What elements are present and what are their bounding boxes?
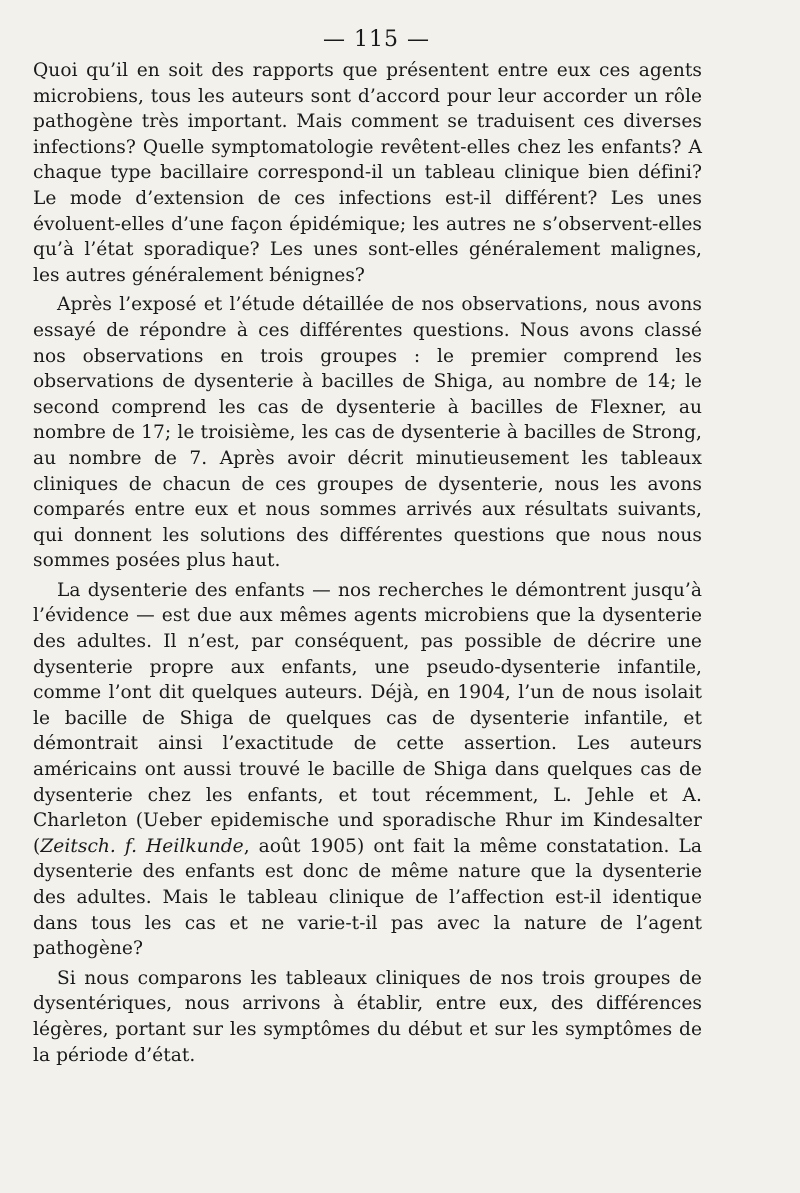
paragraph-text-part: , août 1905) ont fait la même constatation. La dysenterie des enfants est donc de même nature que la dysenterie des adultes. Mais le tableau clinique de l’affection est-il identique dans tous les cas et ne varie-t-il pas avec la nature de l’agent pathogène? (33, 835, 703, 960)
paragraph-comparaison: Si nous comparons les tableaux cliniques de nos trois groupes de dysentériques, nous arrivons à établir, entre eux, des différences légères, portant sur les symptômes du début et sur les symptômes de la période d’état. (33, 967, 702, 1066)
page-number: — 115 — (323, 27, 430, 52)
journal-citation: Zeitsch. f. Heilkunde (40, 835, 244, 857)
paragraph-text-part: La dysenterie des enfants — nos recherches le démontrent jusqu’à l’évidence — est due aux mêmes agents microbiens que la dysenterie des adultes. Il n’est, par conséquent, pas possible de décrire une dysenterie propre aux enfants, une pseudo-dysenterie infantile, comme l’ont dit quelques auteurs. Déjà, en 1904, l’un de nous isolait le bacille de Shiga de quelques cas de dysenterie infantile, et démontrait ainsi l’exactitude de cette assertion. Les auteurs américains ont aussi trouvé le bacille de Shiga dans quelques cas de dysenterie chez les enfants, et tout récemment, L. Jehle et A. Charleton (Ueber epidemische und sporadische Rhur im Kindesalter ( (33, 579, 702, 857)
paragraph-questions: Quoi qu’il en soit des rapports que présentent entre eux ces agents microbiens, tous les auteurs sont d’accord pour leur accorder un rôle pathogène très important. Mais comment se traduisent ces diverses infections? Quelle symptomatologie revêtent-elles chez les enfants? A chaque type bacillaire correspond-il un tableau clinique bien défini? Le mode d’extension de ces infections est-il différent? Les unes évoluent-elles d’une façon épidémique; les autres ne s’observent-elles qu’à l’état sporadique? Les unes sont-elles généralement malignes, les autres généralement bénignes? (33, 60, 702, 286)
paragraph-classification: Après l’exposé et l’étude détaillée de nos observations, nous avons essayé de répondre à ces différentes questions. Nous avons classé nos observations en trois groupes : le premier comprend les observations de dysenterie à bacilles de Shiga, au nombre de 14; le second comprend les cas de dysenterie à bacilles de Flexner, au nombre de 17; le troisième, les cas de dysenterie à bacilles de Strong, au nombre de 7. Après avoir décrit minutieusement les tableaux cliniques de chacun de ces groupes de dysenterie, nous les avons comparés entre eux et nous sommes arrivés aux résultats suivants, qui donnent les solutions des différentes questions que nous nous sommes posées plus haut. (33, 294, 702, 572)
paragraph-dysenterie-enfants (33, 578, 702, 962)
